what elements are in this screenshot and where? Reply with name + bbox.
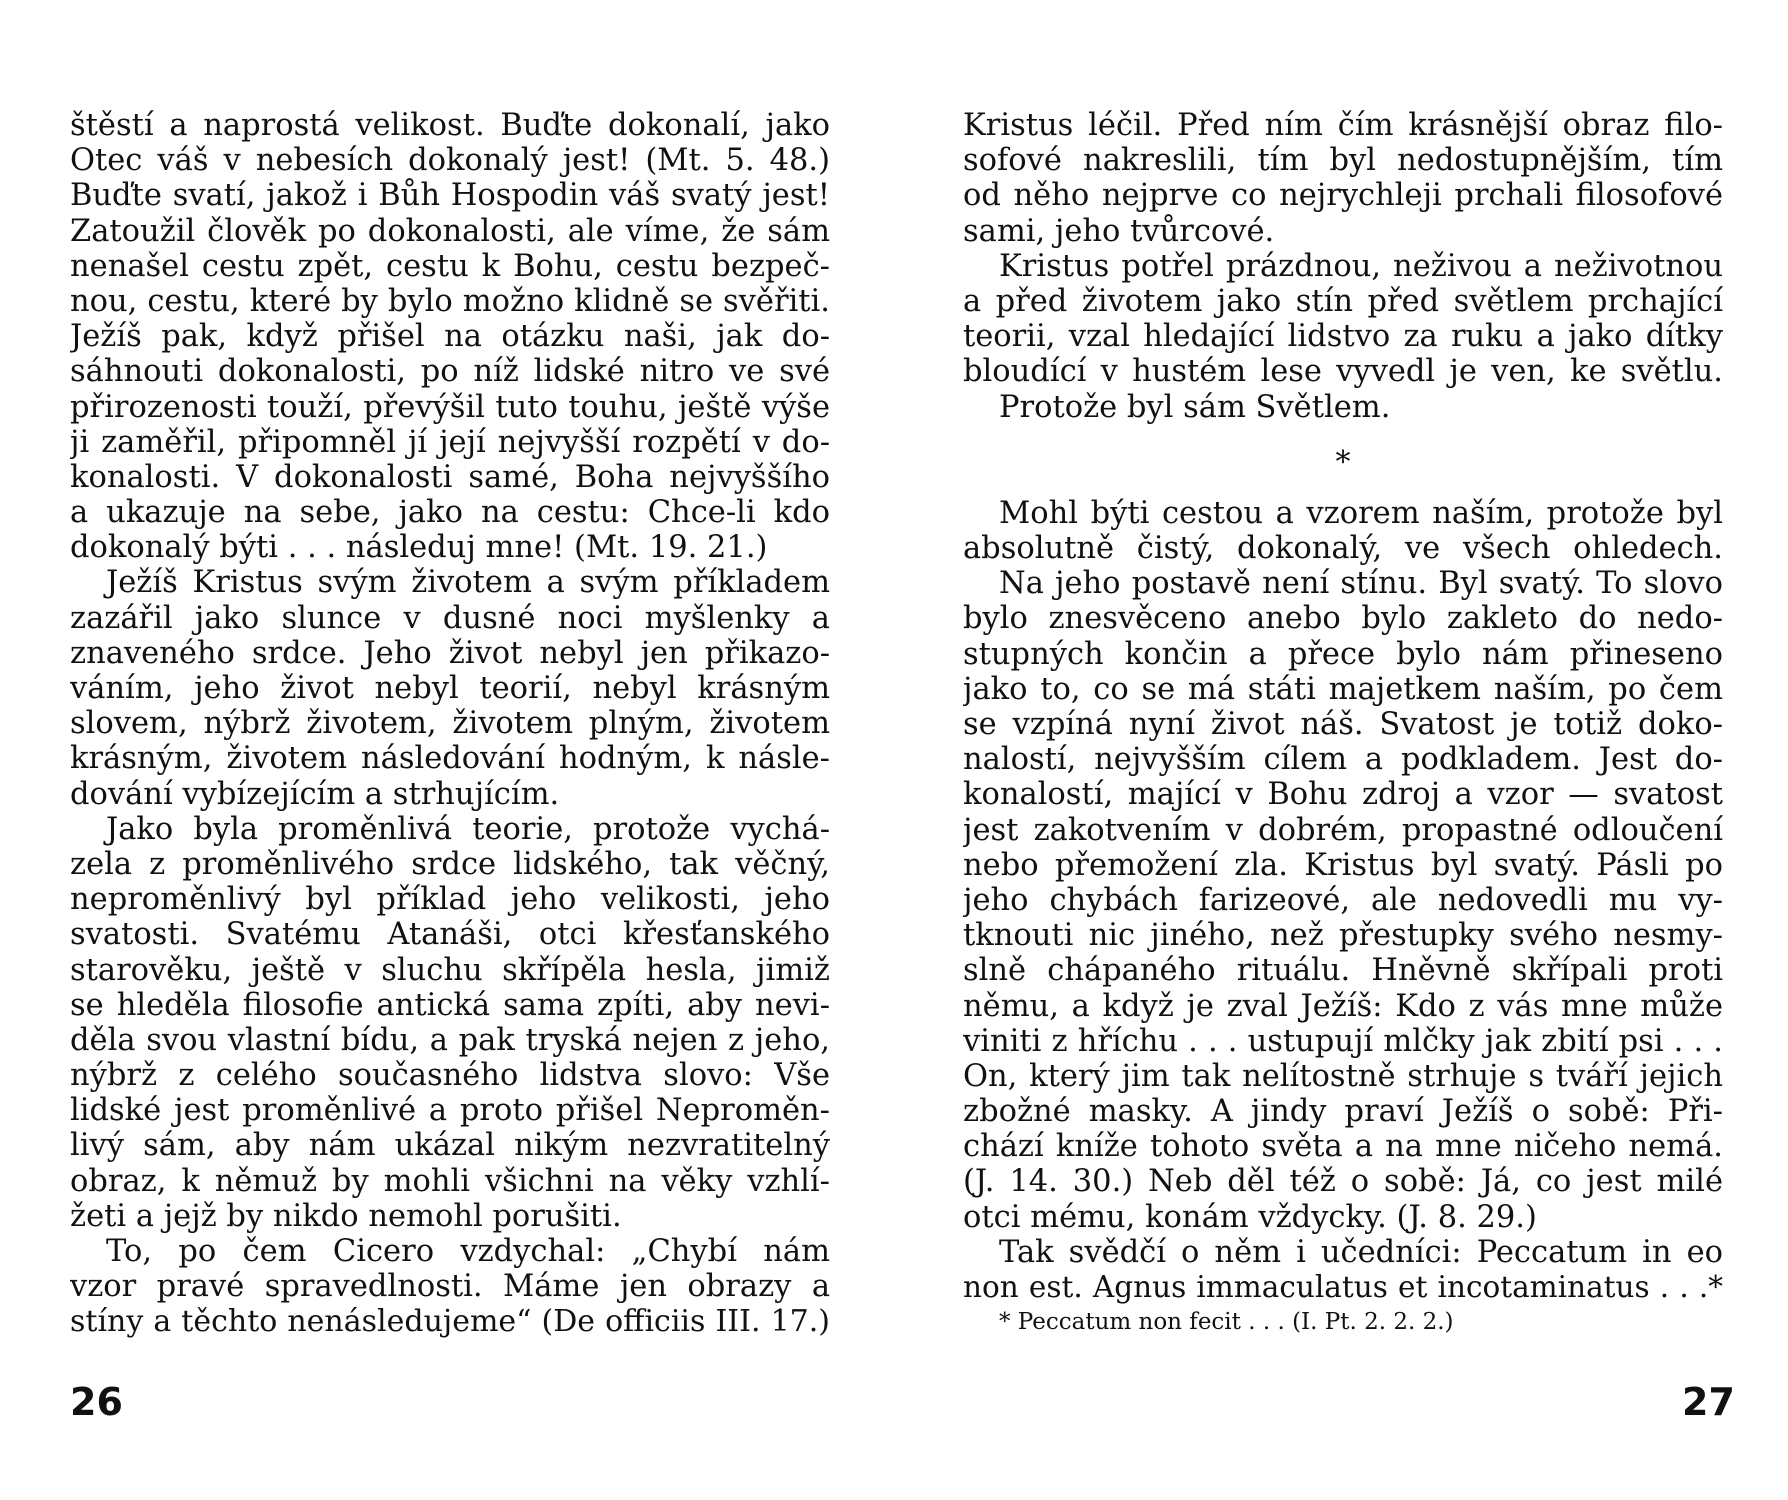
text-line: štěstí a naprostá velikost. Buďte dokonalí, jako	[70, 108, 830, 143]
text-line: sami, jeho tvůrcové.	[963, 213, 1275, 249]
text-line: a ukazuje na sebe, jako na cestu: Chce-li kdo	[70, 495, 830, 531]
text-line: chází kníže tohoto světa a na mne ničeho nemá.	[963, 1129, 1723, 1165]
text-line: stupných končin a přece bylo nám přineseno	[963, 636, 1723, 672]
text-line: bloudící v hustém lese vyvedl je ven, ke světlu.	[963, 354, 1723, 390]
text-line: znaveného srdce. Jeho život nebyl jen přikazo-	[70, 635, 830, 671]
text-line: svatosti. Svatému Atanáši, otci křesťanského	[70, 917, 830, 953]
text-line: teorii, vzal hledající lidstvo za ruku a jako dítky	[963, 319, 1723, 355]
text-line: dokonalý býti . . . následuj mne! (Mt. 19. 21.)	[70, 530, 768, 566]
text-line: ji zaměřil, připomněl jí její nejvyšší rozpětí v do-	[70, 424, 830, 460]
text-line: nebo přemožení zla. Kristus byl svatý. Pásli po	[963, 847, 1723, 883]
text-line: sofové nakreslili, tím byl nedostupnějším, tím	[963, 143, 1723, 179]
text-line: stíny a těchto nenásledujeme“ (De officiis III. 17.)	[70, 1304, 830, 1340]
right-page	[963, 108, 1723, 1339]
text-line: jeho chybách farizeové, ale nedovedli mu vy-	[963, 882, 1723, 918]
text-line: Jako byla proměnlivá teorie, protože vychá-	[106, 811, 830, 847]
text-line: bylo znesvěceno anebo bylo zakleto do nedo-	[963, 601, 1723, 637]
text-line: konalostí, mající v Bohu zdroj a vzor — svatost	[963, 777, 1723, 813]
section-separator: *	[1335, 444, 1351, 480]
text-line: To, po čem Cicero vzdychal: „Chybí nám	[106, 1234, 830, 1269]
text-line: zbožné masky. A jindy praví Ježíš o sobě: Při-	[963, 1094, 1723, 1130]
text-line: Buďte svatí, jakož i Bůh Hospodin váš svatý jest!	[70, 178, 830, 214]
text-line: přirozenosti touží, převýšil tuto touhu, ještě výše	[70, 389, 830, 425]
left-page	[70, 108, 830, 1340]
text-line: (J. 14. 30.) Neb děl též o sobě: Já, co jest milé	[963, 1164, 1723, 1200]
text-line: Kristus léčil. Před ním čím krásnější obraz filo-	[963, 108, 1723, 143]
text-line: němu, a když je zval Ježíš: Kdo z vás mne může	[963, 988, 1723, 1024]
text-line: otci mému, konám vždycky. (J. 8. 29.)	[963, 1199, 1537, 1235]
text-line: Kristus potřel prázdnou, neživou a neživotnou	[999, 248, 1723, 284]
text-line: slovem, nýbrž životem, životem plným, životem	[70, 706, 830, 742]
text-line: zazářil jako slunce v dusné noci myšlenky a	[70, 600, 830, 636]
text-line: děla svou vlastní bídu, a pak tryská nejen z jeho,	[70, 1022, 830, 1058]
text-line: váním, jeho život nebyl teorií, nebyl krásným	[70, 671, 830, 706]
text-line: livý sám, aby nám ukázal nikým nezvratitelný	[70, 1128, 830, 1164]
footnote: * Peccatum non fecit . . . (I. Pt. 2. 2. 2.)	[999, 1309, 1454, 1336]
page-number-left: 26	[70, 1380, 123, 1424]
text-line: Protože byl sám Světlem.	[999, 389, 1391, 425]
text-line: obraz, k němuž by mohli všichni na věky vzhlí-	[70, 1163, 830, 1199]
text-line: konalosti. V dokonalosti samé, Boha nejvyššího	[70, 459, 830, 495]
text-line: nenašel cestu zpět, cestu k Bohu, cestu bezpeč-	[70, 248, 830, 284]
text-line: lidské jest proměnlivé a proto přišel Neproměn-	[70, 1093, 830, 1129]
text-line: nalostí, nejvyšším cílem a podkladem. Jest do-	[963, 742, 1723, 778]
text-line: viniti z hříchu . . . ustupují mlčky jak zbití psi . . .	[963, 1023, 1723, 1059]
text-line: tknouti nic jiného, než přestupky svého nesmy-	[963, 918, 1723, 954]
text-line: starověku, ještě v sluchu skřípěla hesla, jimiž	[70, 952, 830, 988]
text-line: sáhnouti dokonalosti, po níž lidské nitro ve své	[70, 354, 830, 390]
text-line: Tak svědčí o něm i učedníci: Peccatum in eo	[999, 1234, 1723, 1270]
text-line: On, který jim tak nelítostně strhuje s tváří jejich	[963, 1058, 1723, 1094]
text-line: jest zakotvením v dobrém, propastné odloučení	[963, 812, 1723, 848]
text-line: zela z proměnlivého srdce lidského, tak věčný,	[70, 846, 830, 882]
text-line: Ježíš pak, když přišel na otázku naši, jak do-	[70, 319, 830, 355]
text-line: jako to, co se má státi majetkem naším, po čem	[963, 671, 1723, 707]
text-line: non est. Agnus immaculatus et incotaminatus . . .*	[963, 1270, 1723, 1304]
text-line: neproměnlivý byl příklad jeho velikosti, jeho	[70, 882, 830, 918]
text-line: od něho nejprve co nejrychleji prchali filosofové	[963, 178, 1723, 214]
text-line: žeti a jejž by nikdo nemohl porušiti.	[70, 1198, 622, 1234]
page-number-right: 27	[1682, 1380, 1735, 1424]
text-line: se vzpíná nyní život náš. Svatost je totiž doko-	[963, 707, 1723, 742]
text-line: Zatoužil člověk po dokonalosti, ale víme, že sám	[70, 213, 830, 249]
text-line: nou, cestu, které by bylo možno klidně se svěřiti.	[70, 283, 830, 319]
text-line: se hleděla filosofie antická sama zpíti, aby nevi-	[70, 987, 830, 1023]
text-line: slně chápaného rituálu. Hněvně skřípali proti	[963, 953, 1723, 989]
text-line: absolutně čistý, dokonalý, ve všech ohledech.	[963, 531, 1723, 567]
text-line: vzor pravé spravedlnosti. Máme jen obrazy a	[70, 1269, 830, 1305]
text-line: krásným, životem následování hodným, k násle-	[70, 741, 830, 777]
text-line: nýbrž z celého současného lidstva slovo: Vše	[70, 1058, 830, 1094]
text-line: Ježíš Kristus svým životem a svým příkladem	[106, 565, 830, 601]
text-line: a před životem jako stín před světlem prchající	[963, 283, 1723, 319]
text-line: dování vybízejícím a strhujícím.	[70, 776, 560, 812]
text-line: Otec váš v nebesích dokonalý jest! (Mt. 5. 48.)	[70, 143, 830, 179]
text-line: Mohl býti cestou a vzorem naším, protože byl	[999, 495, 1723, 531]
text-line: Na jeho postavě není stínu. Byl svatý. To slovo	[999, 566, 1723, 602]
